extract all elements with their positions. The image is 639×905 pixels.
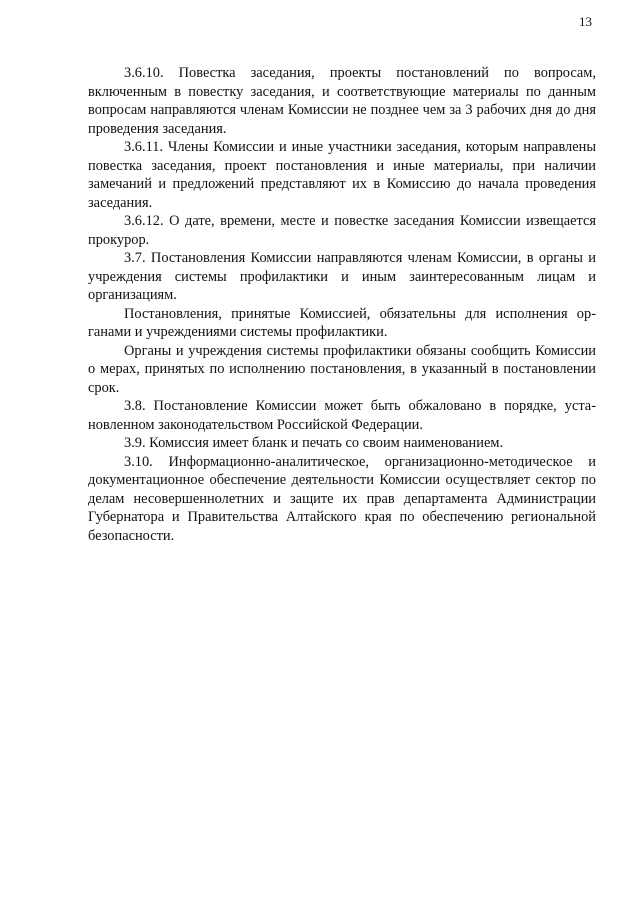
paragraph-3-7-report: Органы и учреждения системы профилактики обязаны сообщить Комиссии о мерах, принятых по исполнению постановления, в указанный в постановлении срок. xyxy=(88,342,596,396)
document-body xyxy=(88,64,596,545)
paragraph-3-6-11: 3.6.11. Члены Комиссии и иные участники заседания, которым направлены повестка заседания, проект постановления и иные материалы, при наличии замечаний и предложений представляют их в Комиссию до начала проведения заседания. xyxy=(88,139,596,211)
paragraph-3-7: 3.7. Постановления Комиссии направляются членам Комиссии, в органы и учреждения системы профилактики и иным заинтересованным лицам и организациям. xyxy=(88,250,596,303)
page-number: 13 xyxy=(579,14,592,29)
paragraph-3-9: 3.9. Комиссия имеет бланк и печать со своим наименованием. xyxy=(124,435,504,451)
paragraph-3-6-12: 3.6.12. О дате, времени, месте и повестке заседания Комиссии извещается прокурор. xyxy=(88,213,596,248)
paragraph-3-10: 3.10. Информационно-аналитическое, организационно-методическое и документационное обеспечение деятельности Комиссии осуществляет сектор по делам несовершеннолетних и защите их прав департамента Администрации Губернатора и Правительства Алтайского края по обеспечению региональной безопасности. xyxy=(88,453,596,544)
paragraph-3-6-10: 3.6.10. Повестка заседания, проекты постановлений по вопросам, включенным в повестку заседания, и соответствующие материалы по данным вопросам направляются членам Комиссии не позднее чем за 3 рабочих дня до дня проведения заседания. xyxy=(88,65,596,137)
paragraph-3-8: 3.8. Постановление Комиссии может быть обжаловано в порядке, установленном законодательством Российской Федерации. xyxy=(88,398,596,433)
paragraph-3-7-binding: Постановления, принятые Комиссией, обязательны для исполнения органами и учреждениями системы профилактики. xyxy=(88,305,596,340)
